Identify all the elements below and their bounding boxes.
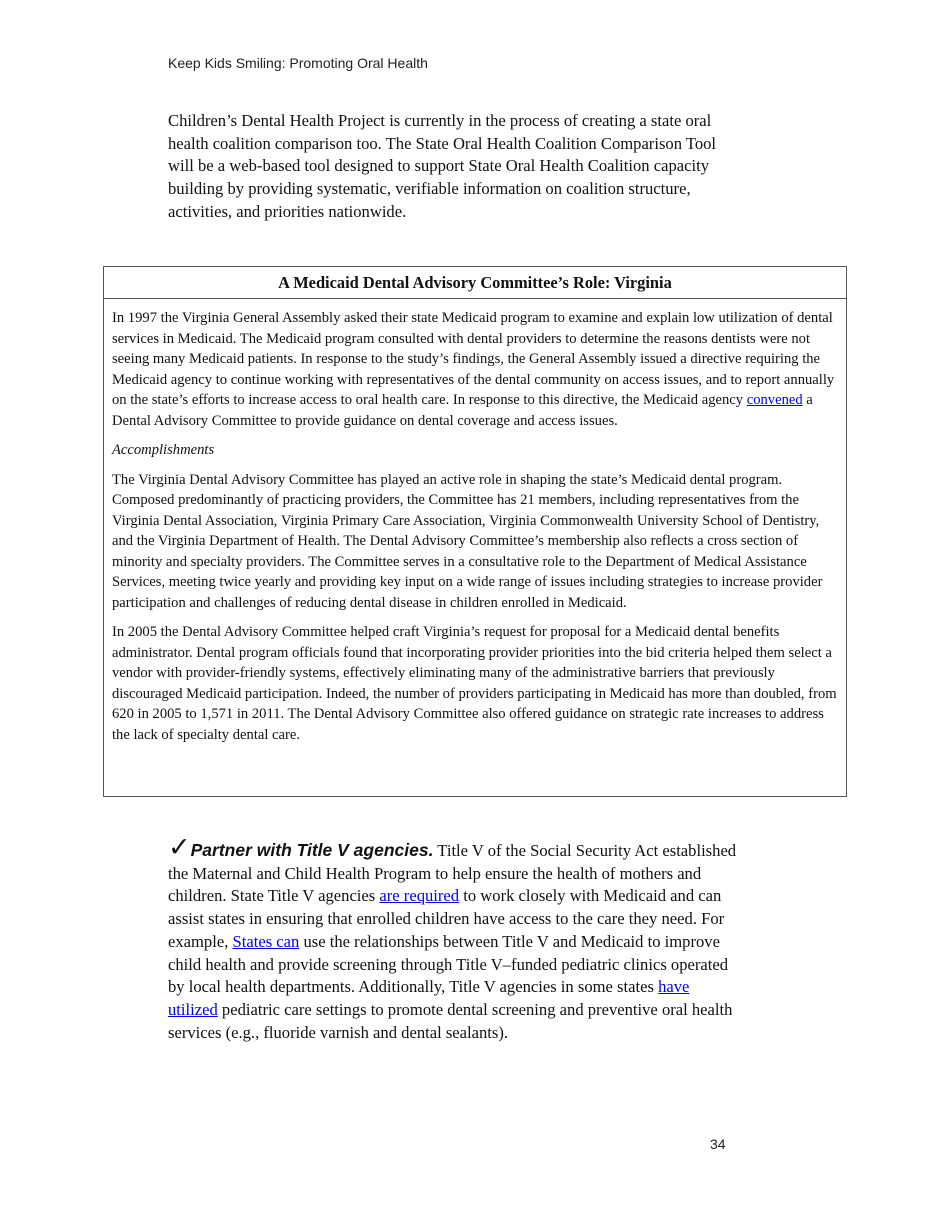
p1-text-before: In 1997 the Virginia General Assembly asked their state Medicaid program to examine and explain low utilization of dental services in Medicaid. The Medicaid program consulted with dental providers to determine the reasons dentists were not seeing many Medicaid patients. In response to the study’s findings, the General Assembly issued a directive requiring the Medicaid agency to continue working with representatives of the dental community on access issues, and to report annually on the state’s efforts to increase access to oral health care. In response to this directive, the Medicaid agency xyxy=(112,310,835,408)
running-header: Keep Kids Smiling: Promoting Oral Health xyxy=(168,55,428,71)
box-body xyxy=(104,299,846,745)
box-paragraph-1 xyxy=(112,308,838,431)
p1-text-after: a Dental Advisory Committee to provide guidance on dental coverage and access issues. xyxy=(112,392,813,429)
virginia-case-box xyxy=(103,266,847,797)
title-v-text-2: to work closely with Medicaid and can assist states in ensuring that enrolled children have access to the care they need. For example, xyxy=(168,886,725,951)
title-v-paragraph xyxy=(168,832,738,1044)
page-number: 34 xyxy=(710,1136,726,1152)
are-required-link[interactable]: are required xyxy=(379,886,460,906)
title-v-text-4: pediatric care settings to promote dental screening and preventive oral health services (e.g., fluoride varnish and dental sealants). xyxy=(168,999,733,1042)
box-title: A Medicaid Dental Advisory Committee’s Role: Virginia xyxy=(104,267,846,299)
title-v-text-1: Title V of the Social Security Act established the Maternal and Child Health Program to help ensure the health of mothers and children. State Title V agencies xyxy=(168,841,737,906)
convened-link[interactable]: convened xyxy=(746,392,803,408)
checkmark-icon: ✓ xyxy=(168,832,191,863)
states-can-link[interactable]: States can xyxy=(232,931,300,951)
have-utilized-link[interactable]: have utilized xyxy=(168,977,690,1019)
title-v-lead: Partner with Title V agencies. xyxy=(190,840,434,860)
title-v-text-3: use the relationships between Title V and Medicaid to improve child health and provide screening through Title V–funded pediatric clinics operated by local health departments. Additionally, Title V agencies in some states xyxy=(168,931,729,997)
box-paragraph-2: The Virginia Dental Advisory Committee has played an active role in shaping the state’s Medicaid dental program. Composed predominantly of practicing providers, the Committee has 21 members, including representatives from the Virginia Dental Association, Virginia Primary Care Association, Virginia Commonwealth University School of Dentistry, and the Virginia Department of Health. The Dental Advisory Committee’s membership also reflects a cross section of minority and specialty providers. The Committee serves in a consultative role to the Department of Medical Assistance Services, meeting twice yearly and providing key input on a wide range of issues including strategies to increase provider participation and challenges of reducing dental disease in children enrolled in Medicaid. xyxy=(112,471,823,611)
box-paragraph-3: In 2005 the Dental Advisory Committee helped craft Virginia’s request for proposal for a Medicaid dental benefits administrator. Dental program officials found that incorporating provider priorities into the bid criteria helped them select a vendor with provider-friendly systems, effectively eliminating many of the administrative barriers that previously discouraged Medicaid participation. Indeed, the number of providers participating in Medicaid has more than doubled, from 620 in 2005 to 1,571 in 2011. The Dental Advisory Committee also offered guidance on strategic rate increases to address the lack of specialty dental care. xyxy=(112,624,837,743)
intro-paragraph: Children’s Dental Health Project is currently in the process of creating a state oral health coalition comparison too. The State Oral Health Coalition Comparison Tool will be a web-based tool designed to support State Oral Health Coalition capacity building by providing systematic, verifiable information on coalition structure, activities, and priorities nationwide. xyxy=(168,111,717,221)
accomplishments-subheading: Accomplishments xyxy=(112,442,215,458)
